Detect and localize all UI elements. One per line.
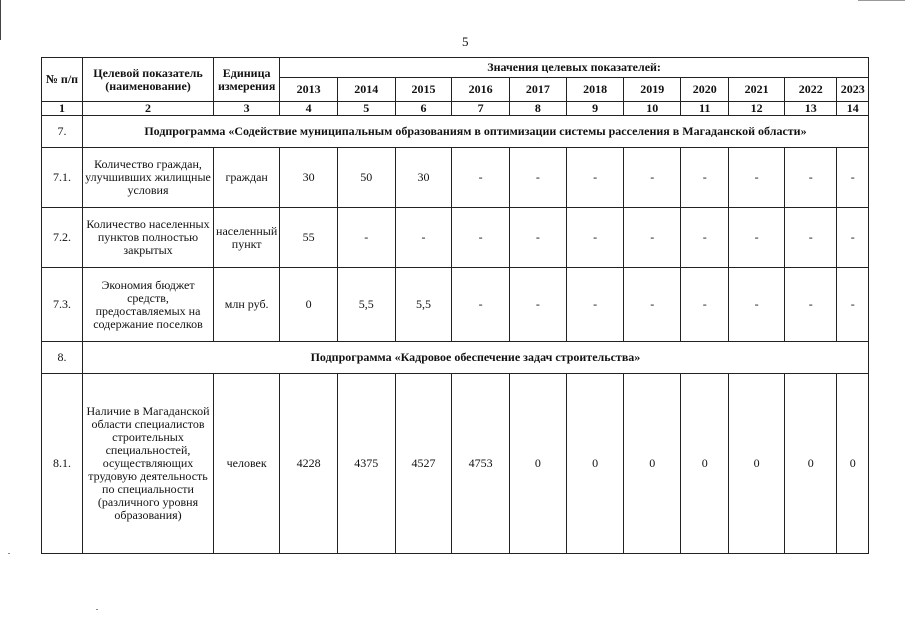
value-cell: -	[510, 268, 567, 342]
year-header: 2017	[510, 78, 567, 102]
value-cell: -	[681, 208, 729, 268]
table-row	[42, 374, 869, 554]
value-cell: 0	[681, 374, 729, 554]
column-number: 10	[624, 102, 681, 116]
column-number: 7	[452, 102, 510, 116]
row-number: 7.1.	[42, 148, 83, 208]
section-number: 8.	[42, 342, 83, 374]
value-cell: -	[337, 208, 395, 268]
value-cell: 0	[729, 374, 785, 554]
year-header: 2023	[837, 78, 869, 102]
value-cell: -	[566, 268, 624, 342]
value-cell: -	[681, 268, 729, 342]
value-cell: 0	[280, 268, 338, 342]
year-header: 2016	[452, 78, 510, 102]
value-cell: -	[681, 148, 729, 208]
value-cell: 30	[280, 148, 338, 208]
column-number: 8	[510, 102, 567, 116]
scan-corner-mark	[858, 0, 905, 1]
year-header: 2021	[729, 78, 785, 102]
value-cell: 0	[510, 374, 567, 554]
column-number: 12	[729, 102, 785, 116]
section-row	[42, 116, 869, 148]
value-cell: 5,5	[395, 268, 452, 342]
value-cell: 50	[337, 148, 395, 208]
value-cell: -	[729, 208, 785, 268]
year-header: 2020	[681, 78, 729, 102]
value-cell: -	[452, 268, 510, 342]
value-cell: 0	[837, 374, 869, 554]
section-number: 7.	[42, 116, 83, 148]
column-number: 9	[566, 102, 624, 116]
target-indicators-table	[41, 57, 869, 554]
value-cell: -	[837, 208, 869, 268]
value-cell: -	[395, 208, 452, 268]
value-cell: 30	[395, 148, 452, 208]
value-cell: -	[566, 148, 624, 208]
value-cell: 5,5	[337, 268, 395, 342]
year-header: 2018	[566, 78, 624, 102]
value-cell: 0	[624, 374, 681, 554]
value-cell: 55	[280, 208, 338, 268]
scan-speck	[96, 609, 98, 610]
indicator-name: Количество граждан, улучшивших жилищные условия	[82, 148, 213, 208]
value-cell: -	[729, 148, 785, 208]
column-number: 3	[214, 102, 280, 116]
value-cell: 0	[566, 374, 624, 554]
scan-edge-mark	[0, 0, 1, 40]
header-values: Значения целевых показателей:	[280, 58, 869, 78]
value-cell: 4753	[452, 374, 510, 554]
page-number: 5	[462, 34, 469, 49]
value-cell: -	[510, 208, 567, 268]
column-number: 6	[395, 102, 452, 116]
table-row	[42, 148, 869, 208]
column-number: 14	[837, 102, 869, 116]
indicator-name: Наличие в Магаданской области специалистов строительных специальностей, осуществляющих трудовую деятельность по специальности (различного уровня образования)	[82, 374, 213, 554]
column-number: 4	[280, 102, 338, 116]
unit-cell: граждан	[214, 148, 280, 208]
value-cell: -	[452, 148, 510, 208]
unit-cell: млн руб.	[214, 268, 280, 342]
value-cell: 4527	[395, 374, 452, 554]
value-cell: -	[784, 148, 836, 208]
value-cell: -	[729, 268, 785, 342]
column-number: 13	[784, 102, 836, 116]
column-number: 11	[681, 102, 729, 116]
year-header: 2014	[337, 78, 395, 102]
value-cell: -	[624, 208, 681, 268]
year-header: 2022	[784, 78, 836, 102]
value-cell: -	[784, 268, 836, 342]
header-indicator: Целевой показатель (наименование)	[82, 58, 213, 102]
value-cell: -	[624, 148, 681, 208]
row-number: 7.2.	[42, 208, 83, 268]
table-row	[42, 208, 869, 268]
row-number: 7.3.	[42, 268, 83, 342]
column-number: 2	[82, 102, 213, 116]
value-cell: -	[624, 268, 681, 342]
value-cell: -	[452, 208, 510, 268]
table-row	[42, 268, 869, 342]
value-cell: -	[837, 268, 869, 342]
indicator-name: Экономия бюджет средств, предоставляемых на содержание поселков	[82, 268, 213, 342]
year-header: 2015	[395, 78, 452, 102]
value-cell: -	[837, 148, 869, 208]
column-number: 5	[337, 102, 395, 116]
header-num: № п/п	[42, 58, 83, 102]
row-number: 8.1.	[42, 374, 83, 554]
unit-cell: населенный пункт	[214, 208, 280, 268]
indicator-name: Количество населенных пунктов полностью закрытых	[82, 208, 213, 268]
year-header: 2019	[624, 78, 681, 102]
value-cell: -	[566, 208, 624, 268]
column-number: 1	[42, 102, 83, 116]
section-title: Подпрограмма «Кадровое обеспечение задач строительства»	[82, 342, 868, 374]
year-header: 2013	[280, 78, 338, 102]
value-cell: 0	[784, 374, 836, 554]
section-row	[42, 342, 869, 374]
value-cell: -	[784, 208, 836, 268]
column-number-row	[42, 102, 869, 116]
header-unit: Единица измерения	[214, 58, 280, 102]
scan-speck	[8, 553, 10, 554]
value-cell: -	[510, 148, 567, 208]
value-cell: 4228	[280, 374, 338, 554]
section-title: Подпрограмма «Содействие муниципальным образованиям в оптимизации системы расселения в Магаданской области»	[82, 116, 868, 148]
value-cell: 4375	[337, 374, 395, 554]
unit-cell: человек	[214, 374, 280, 554]
